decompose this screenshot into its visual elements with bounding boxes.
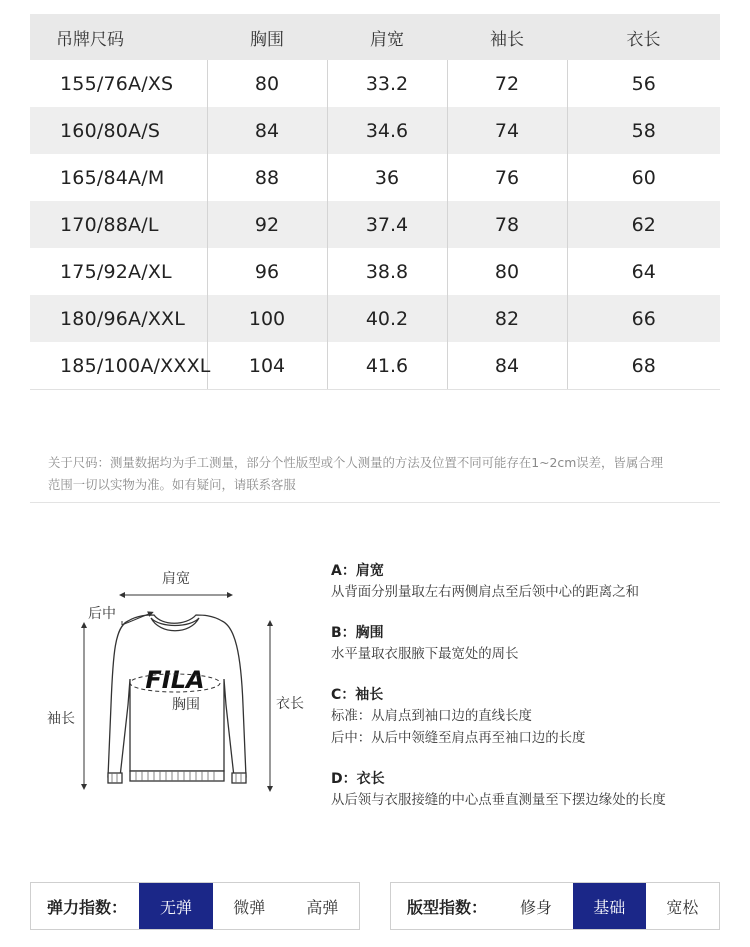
definition-text: 从背面分别量取左右两侧肩点至后领中心的距离之和 (331, 585, 639, 600)
cell-shoulder: 38.8 (327, 248, 447, 295)
cell-shoulder: 41.6 (327, 342, 447, 390)
elasticity-option-none[interactable]: 无弹 (139, 883, 212, 929)
cell-chest: 84 (207, 107, 327, 154)
cell-sleeve: 76 (447, 154, 567, 201)
elasticity-index (30, 882, 360, 930)
cell-size: 170/88A/L (30, 201, 207, 248)
elasticity-option-slight[interactable]: 微弹 (233, 897, 266, 917)
table-row (30, 60, 720, 107)
definition-sleeve (331, 684, 731, 750)
fit-option-regular[interactable]: 基础 (573, 883, 646, 929)
cell-length: 66 (567, 295, 720, 342)
fila-logo: FILA (145, 666, 205, 694)
cell-length: 60 (567, 154, 720, 201)
header-length: 衣长 (567, 14, 720, 60)
table-row (30, 295, 720, 342)
size-note-line2: 范围一切以实物为准。如有疑问，请联系客服 (48, 477, 296, 492)
label-sleeve: 袖长 (47, 711, 75, 727)
cell-size: 165/84A/M (60, 166, 165, 189)
definition-chest (331, 622, 731, 666)
definition-shoulder (331, 560, 731, 604)
cell-shoulder: 33.2 (327, 60, 447, 107)
fit-label: 版型指数： (407, 897, 488, 917)
definition-text: 从后领与衣服接缝的中心点垂直测量至下摆边缘处的长度 (331, 793, 666, 808)
cell-length: 62 (567, 201, 720, 248)
cell-sleeve: 78 (447, 201, 567, 248)
cell-length: 68 (567, 342, 720, 390)
cell-shoulder: 37.4 (327, 201, 447, 248)
cell-chest: 92 (207, 201, 327, 248)
cell-size: 155/76A/XS (60, 72, 174, 95)
divider (30, 502, 720, 503)
cell-sleeve: 82 (447, 295, 567, 342)
header-chest: 胸围 (207, 14, 327, 60)
cell-sleeve: 74 (447, 107, 567, 154)
size-note (48, 452, 728, 496)
table-row (30, 107, 720, 154)
cell-sleeve: 80 (447, 248, 567, 295)
cell-chest: 104 (207, 342, 327, 390)
cell-size: 175/92A/XL (60, 260, 172, 283)
cell-shoulder: 34.6 (327, 107, 447, 154)
definition-title: C：袖长 (331, 687, 384, 703)
table-row (30, 248, 720, 295)
label-length: 衣长 (276, 696, 304, 712)
size-note-line1: 关于尺码：测量数据均为手工测量，部分个性版型或个人测量的方法及位置不同可能存在1~2cm误差，皆属合理 (48, 455, 663, 470)
definition-title: A：肩宽 (331, 563, 384, 579)
definition-text: 标准：从肩点到袖口边的直线长度 (331, 709, 532, 724)
cell-length: 58 (567, 107, 720, 154)
label-back-center: 后中 (88, 606, 116, 622)
cell-length: 56 (567, 60, 720, 107)
cell-sleeve: 84 (447, 342, 567, 390)
table-row (30, 154, 720, 201)
fit-option-slim[interactable]: 修身 (520, 897, 553, 917)
definition-text: 水平量取衣服腋下最宽处的周长 (331, 647, 519, 662)
table-row (30, 342, 720, 390)
header-size: 吊牌尺码 (30, 14, 207, 60)
table-row (30, 201, 720, 248)
label-chest: 胸围 (172, 697, 200, 713)
cell-shoulder: 40.2 (327, 295, 447, 342)
elasticity-label: 弹力指数： (47, 897, 128, 917)
table-header-row (30, 14, 720, 60)
fit-index (390, 882, 720, 930)
cell-length: 64 (567, 248, 720, 295)
header-shoulder: 肩宽 (327, 14, 447, 60)
cell-size: 160/80A/S (30, 107, 207, 154)
cell-sleeve: 72 (447, 60, 567, 107)
cell-size: 185/100A/XXXL (30, 342, 207, 390)
cell-size: 180/96A/XXL (30, 295, 207, 342)
cell-chest: 80 (207, 60, 327, 107)
sweatshirt-measurement-diagram (30, 555, 320, 805)
elasticity-option-high[interactable]: 高弹 (306, 897, 339, 917)
cell-chest: 100 (207, 295, 327, 342)
cell-shoulder: 36 (327, 154, 447, 201)
fit-option-loose[interactable]: 宽松 (666, 897, 699, 917)
definition-length (331, 768, 731, 812)
definition-text: 后中：从后中领缝至肩点再至袖口边的长度 (331, 731, 586, 746)
cell-chest: 96 (207, 248, 327, 295)
measurement-definitions (331, 560, 731, 830)
header-sleeve: 袖长 (447, 14, 567, 60)
cell-chest: 88 (207, 154, 327, 201)
definition-title: B：胸围 (331, 625, 384, 641)
label-shoulder: 肩宽 (162, 571, 190, 587)
size-table (30, 14, 720, 390)
definition-title: D：衣长 (331, 771, 385, 787)
